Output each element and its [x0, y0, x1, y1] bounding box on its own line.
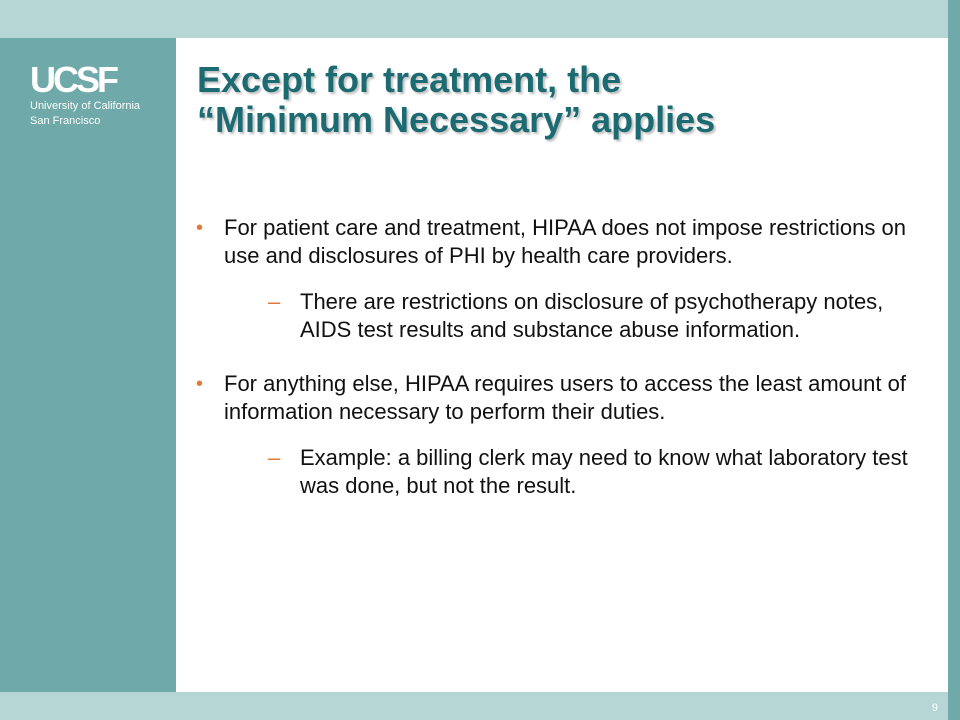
bullet-list: [196, 214, 916, 520]
top-band: [0, 0, 960, 38]
bullet-item: [196, 214, 916, 344]
logo-line-2: San Francisco: [30, 115, 101, 127]
ucsf-logo: [30, 59, 160, 132]
sub-bullet-text: There are restrictions on disclosure of psychotherapy notes, AIDS test results and substance abuse information.: [300, 289, 884, 342]
sub-bullet-item: [252, 288, 916, 344]
slide-title-line-1: Except for treatment, the: [197, 59, 622, 100]
bullet-marker: •: [196, 217, 204, 239]
logo-mark: UCSF: [30, 59, 116, 100]
page-number: 9: [931, 702, 938, 714]
sub-bullet-marker: –: [268, 289, 281, 314]
slide-title: [197, 60, 937, 140]
bullet-marker: •: [196, 373, 204, 395]
bullet-item: [196, 370, 916, 500]
slide-title-line-2: “Minimum Necessary” applies: [197, 99, 716, 140]
sub-bullet-marker: –: [268, 445, 281, 470]
bullet-text: For anything else, HIPAA requires users to access the least amount of information necessary to perform their duties.: [224, 371, 906, 424]
bullet-text: For patient care and treatment, HIPAA does not impose restrictions on use and disclosures of PHI by health care providers.: [224, 215, 906, 268]
logo-line-1: University of California: [30, 100, 141, 112]
sub-bullet-text: Example: a billing clerk may need to know what laboratory test was done, but not the result.: [300, 445, 908, 498]
sub-bullet-item: [252, 444, 916, 500]
bottom-band: [0, 692, 960, 720]
right-bar: [948, 0, 960, 720]
